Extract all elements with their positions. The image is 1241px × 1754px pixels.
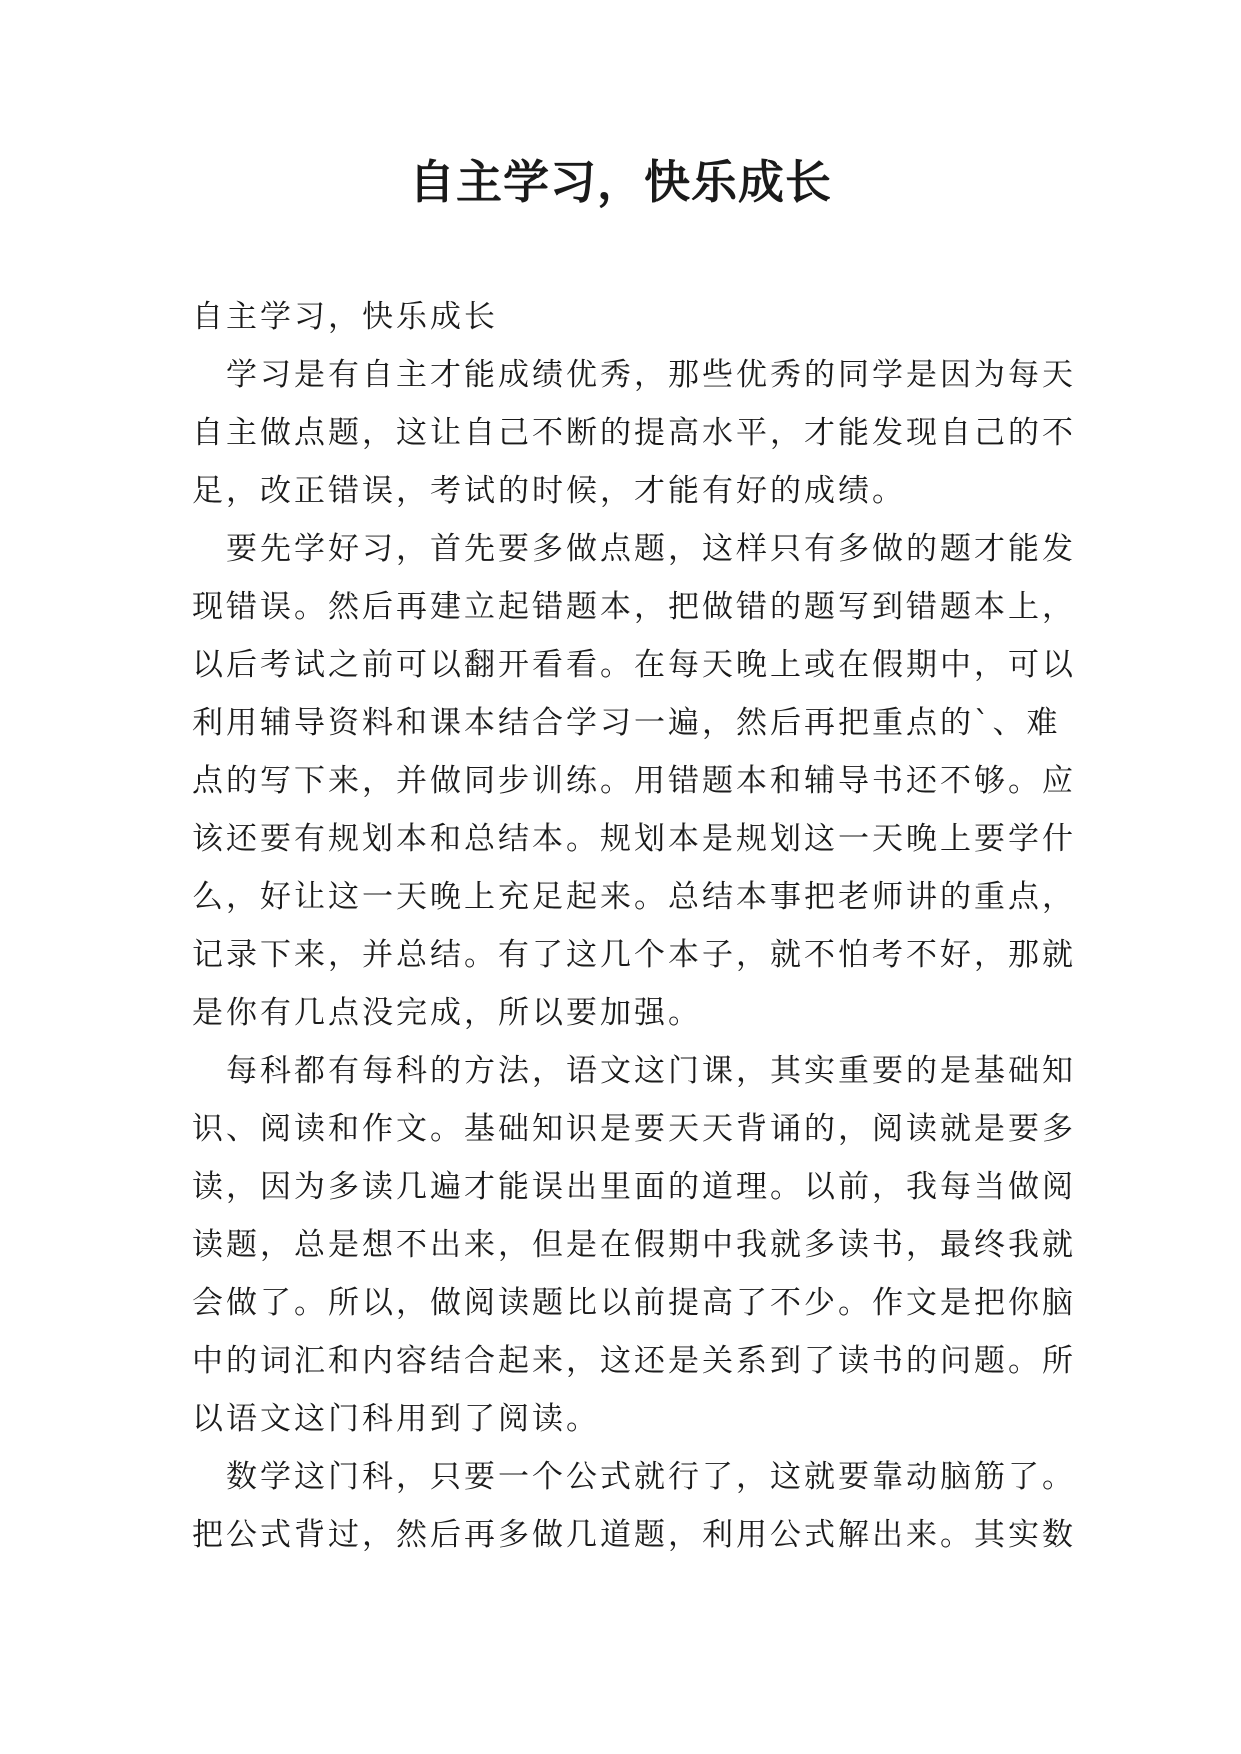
paragraph-line: 要先学好习，首先要多做点题，这样只有多做的题才能发 bbox=[226, 531, 1076, 567]
paragraph-line: 现错误。然后再建立起错题本，把做错的题写到错题本上， bbox=[192, 589, 1076, 625]
paragraph-line: 学习是有自主才能成绩优秀，那些优秀的同学是因为每天 bbox=[226, 357, 1076, 393]
paragraph-line: 中的词汇和内容结合起来，这还是关系到了读书的问题。所 bbox=[192, 1343, 1076, 1379]
paragraph-line: 会做了。所以，做阅读题比以前提高了不少。作文是把你脑 bbox=[192, 1285, 1076, 1321]
paragraph-line: 识、阅读和作文。基础知识是要天天背诵的，阅读就是要多 bbox=[192, 1111, 1076, 1147]
paragraph-line: 自主做点题，这让自己不断的提高水平，才能发现自己的不 bbox=[192, 415, 1076, 451]
paragraph-line: 利用辅导资料和课本结合学习一遍，然后再把重点的`、难 bbox=[192, 705, 1061, 741]
paragraph-line: 足，改正错误，考试的时候，才能有好的成绩。 bbox=[192, 473, 906, 509]
paragraph-line: 每科都有每科的方法，语文这门课，其实重要的是基础知 bbox=[226, 1053, 1076, 1089]
paragraph-line: 是你有几点没完成，所以要加强。 bbox=[192, 995, 702, 1031]
paragraph-line: 读，因为多读几遍才能误出里面的道理。以前，我每当做阅 bbox=[192, 1169, 1076, 1205]
paragraph-line: 该还要有规划本和总结本。规划本是规划这一天晚上要学什 bbox=[192, 821, 1076, 857]
paragraph-line: 把公式背过，然后再多做几道题，利用公式解出来。其实数 bbox=[192, 1517, 1076, 1553]
document-body bbox=[192, 288, 1076, 1564]
paragraph-line: 点的写下来，并做同步训练。用错题本和辅导书还不够。应 bbox=[192, 763, 1076, 799]
paragraph-line: 以语文这门科用到了阅读。 bbox=[192, 1401, 600, 1437]
paragraph-line: 记录下来，并总结。有了这几个本子，就不怕考不好，那就 bbox=[192, 937, 1076, 973]
paragraph-line: 数学这门科，只要一个公式就行了，这就要靠动脑筋了。 bbox=[226, 1459, 1076, 1495]
paragraph-line: 以后考试之前可以翻开看看。在每天晚上或在假期中，可以 bbox=[192, 647, 1076, 683]
paragraph-line: 读题，总是想不出来，但是在假期中我就多读书，最终我就 bbox=[192, 1227, 1076, 1263]
document-title: 自主学习，快乐成长 bbox=[409, 155, 832, 209]
paragraph-line: 么，好让这一天晚上充足起来。总结本事把老师讲的重点， bbox=[192, 879, 1076, 915]
subtitle-line: 自主学习，快乐成长 bbox=[192, 299, 498, 335]
